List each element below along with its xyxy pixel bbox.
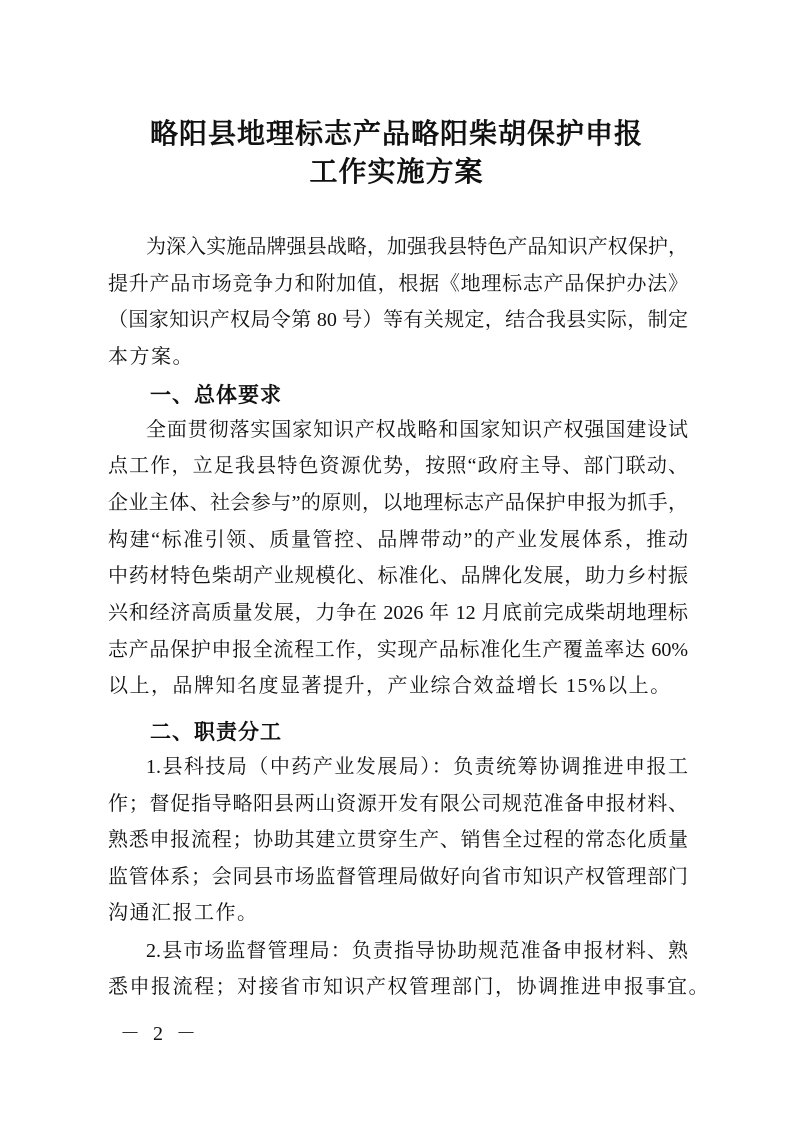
intro-line: 为深入实施品牌强县战略，加强我县特色产品知识产权保护， [146, 236, 688, 258]
intro-line: （国家知识产权局令第 80 号）等有关规定，结合我县实际，制定 [108, 309, 688, 331]
intro-line: 提升产品市场竞争力和附加值，根据《地理标志产品保护办法》 [108, 273, 688, 295]
body-line: 点工作，立足我县特色资源优势，按照“政府主导、部门联动、 [108, 455, 688, 477]
body-line: 监管体系；会同县市场监督管理局做好向省市知识产权管理部门 [108, 866, 688, 888]
body-line: 2.县市场监督管理局：负责指导协助规范准备申报材料、熟 [146, 940, 688, 962]
body-line: 全面贯彻落实国家知识产权战略和国家知识产权强国建设试 [146, 419, 688, 441]
page-number: － 2 － [120, 1023, 200, 1045]
intro-line: 本方案。 [108, 346, 194, 368]
body-line: 作；督促指导略阳县两山资源开发有限公司规范准备申报材料、 [108, 793, 688, 815]
body-line: 构建“标准引领、质量管控、品牌带动”的产业发展体系，推动 [108, 529, 688, 551]
body-line: 熟悉申报流程；协助其建立贯穿生产、销售全过程的常态化质量 [108, 829, 688, 851]
body-line: 1.县科技局（中药产业发展局）：负责统筹协调推进申报工 [146, 756, 688, 778]
document-title-line-1: 略阳县地理标志产品略阳柴胡保护申报 [149, 119, 643, 150]
section-heading-general-requirements: 一、总体要求 [150, 383, 282, 407]
section-heading-responsibilities: 二、职责分工 [150, 720, 282, 744]
body-line: 以上，品牌知名度显著提升，产业综合效益增长 15%以上。 [108, 675, 672, 697]
body-line: 中药材特色柴胡产业规模化、标准化、品牌化发展，助力乡村振 [108, 565, 688, 587]
document-title-line-2: 工作实施方案 [309, 157, 484, 188]
body-line: 兴和经济高质量发展，力争在 2026 年 12 月底前完成柴胡地理标 [108, 602, 688, 624]
body-line: 沟通汇报工作。 [108, 902, 259, 924]
body-line: 企业主体、社会参与”的原则，以地理标志产品保护申报为抓手， [108, 492, 688, 514]
body-line: 悉申报流程；对接省市知识产权管理部门，协调推进申报事宜。 [108, 976, 710, 998]
body-line: 志产品保护申报全流程工作，实现产品标准化生产覆盖率达 60% [108, 639, 688, 661]
